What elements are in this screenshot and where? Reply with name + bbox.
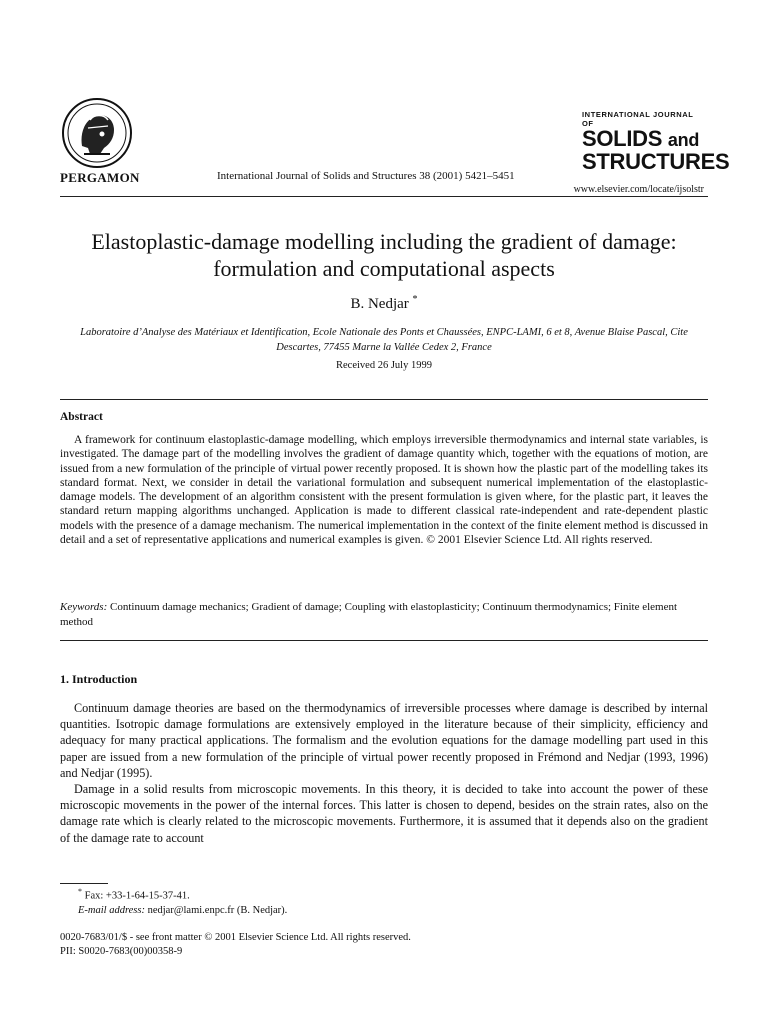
abstract-heading: Abstract [60,411,103,423]
keywords-list: Continuum damage mechanics; Gradient of damage; Coupling with elastoplasticity; Continuum thermodynamics; Finite element method [60,601,678,628]
article-author [60,294,708,313]
footnotes [60,885,708,918]
author-affiliation: Laboratoire d’Analyse des Matériaux et Identification, Ecole Nationale des Ponts et Chaussées, ENPC-LAMI, 6 et 8, Avenue Blaise Pascal, Cite Descartes, 77455 Marne la Vallée Cedex 2, France [80,327,688,353]
abstract-text: A framework for continuum elastoplastic-damage modelling, which employs irreversible thermodynamics and internal state variables, is investigated. The damage part of the modelling involves the gradient of damage quantity which, together with the equations of motion, are issued from a new formulation of the principle of virtual power recently proposed. It is shown how the plastic part of the modelling takes its standard format. Next, we consider in detail the variational formulation and subsequent numerical implementation of the elastoplastic-damage models. The development of an algorithm consistent with the present formulation is given where, for the plastic part, it leaves the standard return mapping algorithms unchanged. Application is made to different classical rate-independent and rate-dependent plastic models with the presence of a damage mechanism. The numerical implementation in the context of the finite element method is discussed in detail and a set of representative applications and numerical examples is given. © 2001 Elsevier Science Ltd. All rights reserved. [60,434,708,547]
journal-title-logo [582,110,730,174]
publisher-name: PERGAMON [60,170,140,185]
journal-citation: International Journal of Solids and Structures 38 (2001) 5421–5451 [217,170,515,182]
author-name: B. Nedjar [350,296,409,312]
footnote-mark: * [78,887,82,896]
footnote-email-label: E-mail address: [78,904,145,916]
pergamon-logo-icon [60,96,134,170]
intro-paragraph-1: Continuum damage theories are based on the thermodynamics of irreversible processes where damage is described by internal quantities. Isotropic damage formulations are extensively employed in the literature because of their simplicity, efficiency and adequacy for many practical applications. The formalism and the evolution equations for the damage modelling part used in this paper are issued from a new formulation of the principle of virtual power recently proposed in Frémond and Nedjar (1993, 1996) and Nedjar (1995). [60,701,708,780]
author-footnote-mark: * [412,294,418,305]
footnote-email-text[interactable]: nedjar@lami.enpc.fr (B. Nedjar). [147,904,288,916]
keywords-label: Keywords: [60,601,108,613]
abstract-body [60,433,708,547]
abstract-bottom-rule [60,640,708,641]
journal-title-structures: STRUCTURES [582,149,730,174]
footnote-email [60,904,708,918]
introduction-body [60,700,708,846]
intro-paragraph-2: Damage in a solid results from microscopic movements. In this theory, it is decided to take into account the power of these microscopic movements in the power of the internal forces. This latter is chosen to depend, besides on the strain rates, also on the damage rate which is clearly related to the microscopic movements. Furthermore, it is assumed that it depends also on the gradient of the damage rate to account [60,782,708,845]
front-matter-pii: PII: S0020-7683(00)00358-9 [60,946,183,957]
journal-title-solids: SOLIDS [582,126,663,151]
journal-title-line1: INTERNATIONAL JOURNAL OF [582,110,694,128]
journal-url[interactable]: www.elsevier.com/locate/ijsolstr [573,184,704,195]
abstract-top-rule [60,399,708,400]
front-matter-copyright: 0020-7683/01/$ - see front matter © 2001 Elsevier Science Ltd. All rights reserved. [60,932,411,943]
journal-title-and: and [667,130,700,150]
footnote-rule [60,883,108,884]
received-date: Received 26 July 1999 [336,360,432,371]
header-rule [60,196,708,197]
footnote-fax-text: Fax: +33-1-64-15-37-41. [84,890,190,902]
section-heading-introduction: 1. Introduction [60,672,138,686]
front-matter [60,931,708,959]
article-title: Elastoplastic-damage modelling including the gradient of damage: formulation and computational aspects [91,229,677,281]
keywords [60,600,708,629]
footnote-fax [60,885,708,904]
